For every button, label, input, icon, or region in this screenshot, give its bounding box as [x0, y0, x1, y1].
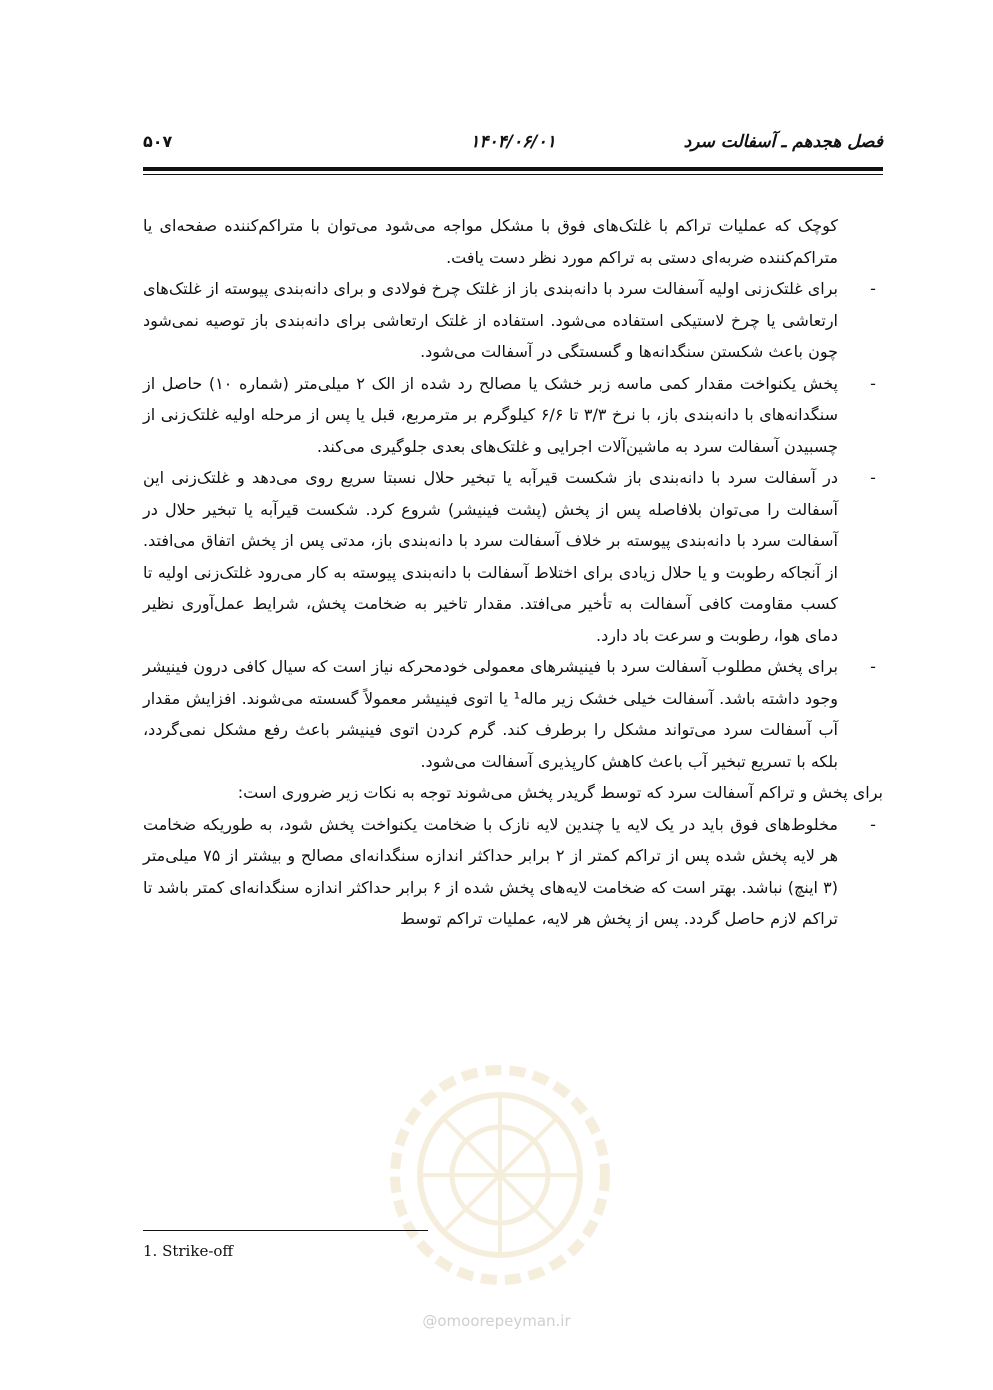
bullet-item: [143, 368, 883, 463]
header-rule-thick: [143, 167, 883, 171]
bullet-item: [143, 462, 883, 651]
bullet-text: پخش یکنواخت مقدار کمی ماسه زبر خشک یا مصالح رد شده از الک ۲ میلی‌متر (شماره ۱۰) حاصل از سنگدانه‌های با دانه‌بندی باز، با نرخ ۳/۳ تا ۶/۶ کیلوگرم بر مترمربع، قبل یا پس از مرحله اولیه غلتک‌زنی از چسبیدن آسفالت سرد به ماشین‌آلات اجرایی و غلتک‌های بعدی جلوگیری می‌کند.: [143, 373, 839, 456]
chapter-title: فصل هجدهم ـ آسفالت سرد: [683, 132, 883, 152]
watermark-text: @omoorepeyman.ir: [422, 1312, 571, 1330]
bullet-text: برای غلتک‌زنی اولیه آسفالت سرد با دانه‌بندی باز از غلتک چرخ فولادی و برای دانه‌بندی پیوسته از غلتک‌های ارتعاشی یا چرخ لاستیکی استفاده می‌شود. استفاده از غلتک ارتعاشی برای دانه‌بندی باز توصیه نمی‌شود چون باعث شکستن سنگدانه‌ها و گسستگی در آسفالت می‌شود.: [143, 279, 838, 361]
bullet-dash: -: [870, 814, 876, 834]
grader-intro-paragraph: برای پخش و تراکم آسفالت سرد که توسط گریدر پخش می‌شوند توجه به نکات زیر ضروری است:: [237, 783, 883, 802]
footnote: 1. Strike-off: [143, 1242, 234, 1260]
bullet-item: [143, 809, 883, 935]
bullet-text: مخلوط‌های فوق باید در یک لایه یا چندین لایه نازک با ضخامت یکنواخت پخش شود، به طوریکه ضخامت هر لایه پخش شده پس از تراکم کمتر از ۲ برابر حداکثر اندازه سنگدانه‌ای مصالح و بیشتر از ۷۵ میلی‌متر (۳ اینچ) نباشد. بهتر است که ضخامت لایه‌های پخش شده از ۶ برابر حداکثر اندازه سنگدانه‌ای کمتر باشد تا تراکم لازم حاصل گردد. پس از پخش هر لایه، عملیات تراکم توسط: [143, 814, 839, 928]
bullet-dash: -: [870, 373, 876, 393]
bullet-text: برای پخش مطلوب آسفالت سرد با فینیشرهای معمولی خودمحرکه نیاز است که سیال کافی درون فینیشر وجود داشته باشد. آسفالت خیلی خشک زیر ماله¹ یا اتوی فینیشر معمولاً گسسته می‌شوند. افزایش مقدار آب آسفالت سرد می‌تواند مشکل را برطرف کند. گرم کردن اتوی فینیشر باعث رفع مشکل نمی‌گردد، بلکه با تسریع تبخیر آب باعث کاهش کارپذیری آسفالت می‌شود.: [143, 657, 839, 771]
bullet-item: [143, 651, 883, 777]
bullet-item: [143, 273, 883, 368]
page-body: [143, 210, 883, 935]
bullet-dash: -: [870, 468, 876, 487]
bullet-text: در آسفالت سرد با دانه‌بندی باز شکست قیرآبه یا تبخیر حلال نسبتا سریع روی می‌دهد و غلتک‌زنی این آسفالت را می‌توان بلافاصله پس از پخش (پشت فینیشر) شروع کرد. شکست قیرآبه یا تبخیر حلال در آسفالت سرد با دانه‌بندی پیوسته بر خلاف آسفالت سرد با دانه‌بندی باز، مدتی پس از پخش اتفاق می‌افتد. از آنجاکه رطوبت و یا حلال زیادی برای اختلاط آسفالت با دانه‌بندی پیوسته به کار می‌رود غلتک‌زنی اولیه تا کسب مقاومت کافی آسفالت به تأخیر می‌افتد. مقدار تاخیر به ضخامت پخش، شرایط عمل‌آوری نظیر دمای هوا، رطوبت و سرعت باد دارد.: [143, 468, 838, 645]
bullet-dash: -: [870, 657, 876, 676]
footnote-rule: [143, 1230, 428, 1231]
header-rule-thin: [143, 174, 883, 175]
header-date: ۱۴۰۴/۰۶/۰۱: [470, 132, 556, 152]
bullet-dash: -: [870, 279, 876, 298]
page-number: ۵۰۷: [143, 132, 173, 151]
gear-logo-watermark: [385, 1060, 615, 1290]
intro-paragraph: کوچک که عملیات تراکم با غلتک‌های فوق با مشکل مواجه می‌شود می‌توان با متراکم‌کننده صفحه‌ای یا متراکم‌کننده ضربه‌ای دستی به تراکم مورد نظر دست یافت.: [143, 216, 838, 267]
page-header: [143, 128, 883, 158]
